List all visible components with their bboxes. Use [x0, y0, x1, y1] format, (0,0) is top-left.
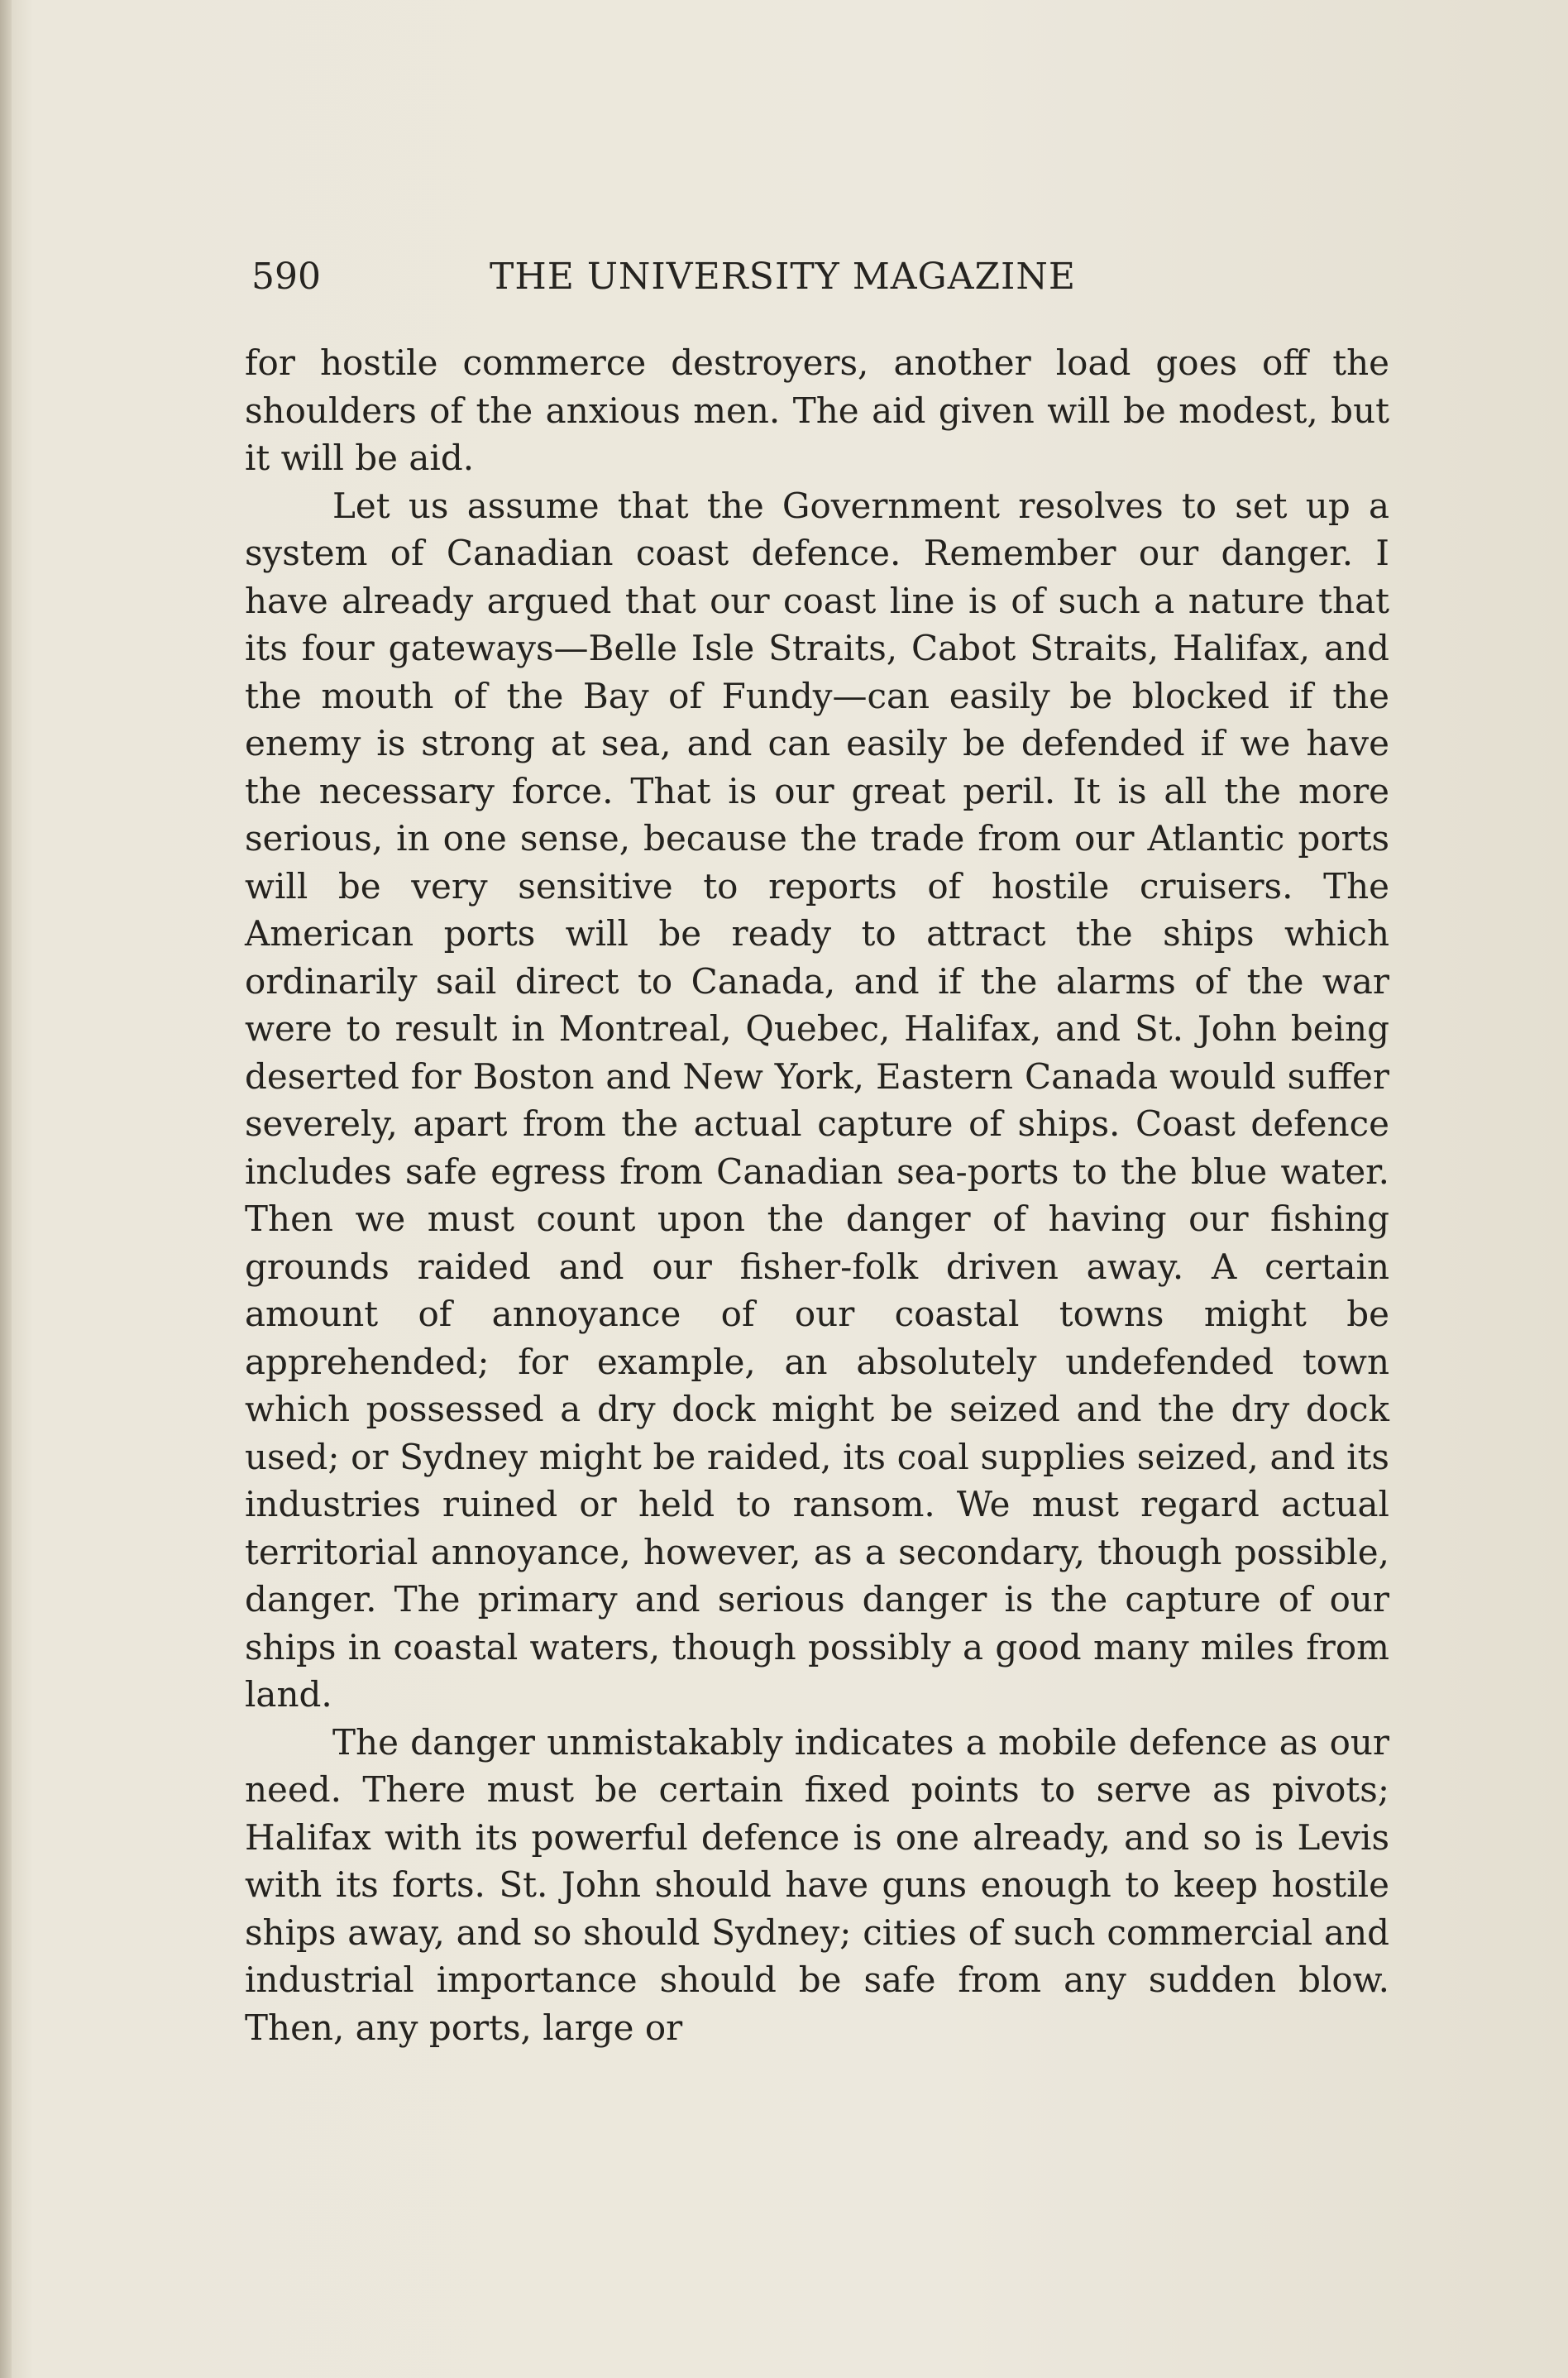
page-binding-edge — [0, 0, 12, 2378]
paragraph-2: Let us assume that the Government resolves to set up a system of Canadian coast defence. Remember our danger. I have already argued that our coast line is of such a nature that its four gateways—Belle Isle Straits, Cabot Straits, Halifax, and the mouth of the Bay of Fundy—can easily be blocked if the enemy is strong at sea, and can easily be defended if we have the necessary force. That is our great peril. It is all the more serious, in one sense, because the trade from our Atlantic ports will be very sensitive to reports of hostile cruisers. The American ports will be ready to attract the ships which ordinarily sail direct to Canada, and if the alarms of the war were to result in Montreal, Quebec, Halifax, and St. John being deserted for Boston and New York, Eastern Canada would suffer severely, apart from the actual capture of ships. Coast defence includes safe egress from Canadian sea-ports to the blue water. Then we must count upon the danger of having our fishing grounds raided and our fisher-folk driven away. A certain amount of annoyance of our coastal towns might be apprehended; for example, an absolutely undefended town which possessed a dry dock might be seized and the dry dock used; or Sydney might be raided, its coal supplies seized, and its industries ruined or held to ransom. We must regard actual territorial annoyance, however, as a secondary, though possible, danger. The primary and serious danger is the capture of our ships in coastal waters, though possibly a good many miles from land. — [245, 485, 1389, 1715]
body-text — [245, 339, 1389, 2051]
page-number: 590 — [251, 256, 321, 298]
page-header — [245, 252, 1389, 302]
running-title: THE UNIVERSITY MAGAZINE — [490, 256, 1077, 298]
paragraph-1: for hostile commerce destroyers, another load goes off the shoulders of the anxious men. The aid given will be modest, but it will be aid. — [245, 342, 1389, 478]
paragraph-3: The danger unmistakably indicates a mobile defence as our need. There must be certain fixed points to serve as pivots; Halifax with its powerful defence is one already, and so is Levis with its forts. St. John should have guns enough to keep hostile ships away, and so should Sydney; cities of such commercial and industrial importance should be safe from any sudden blow. Then, any ports, large or — [245, 1721, 1389, 2048]
